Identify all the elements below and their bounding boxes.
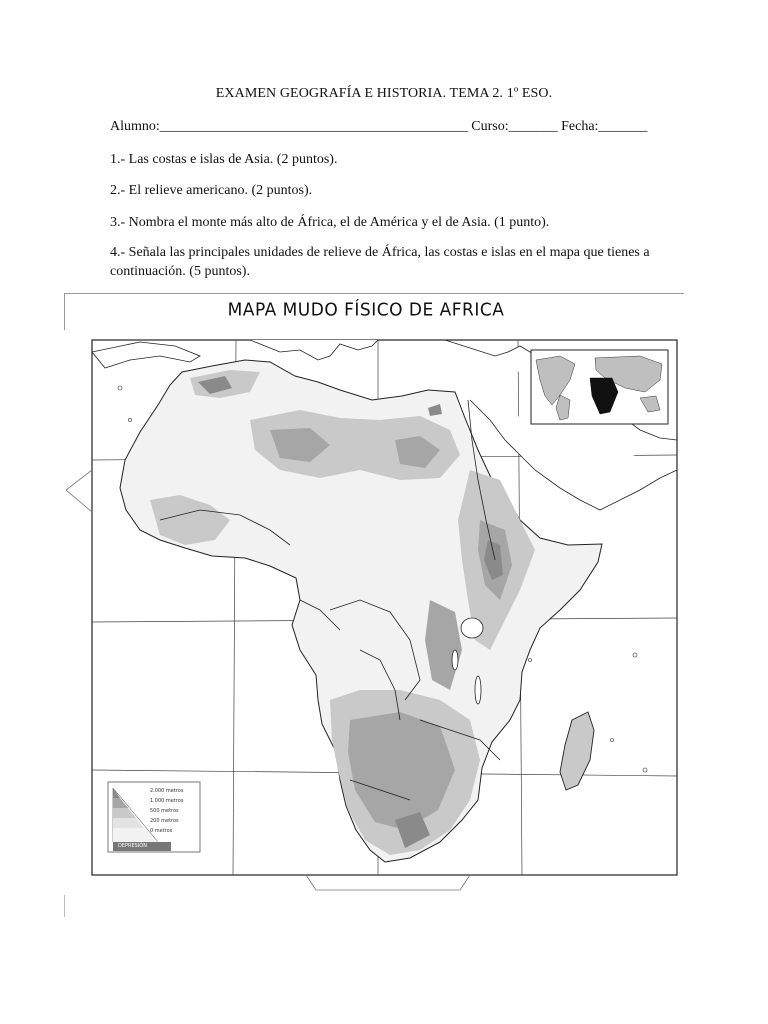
- question-3: 3.- Nombra el monte más alto de África, el de América y el de Asia. (1 punto).: [110, 215, 550, 230]
- exam-title: EXAMEN GEOGRAFÍA E HISTORIA. TEMA 2. 1º ESO.: [215, 86, 553, 101]
- map-bottom-notch: [306, 875, 470, 890]
- question-1: 1.- Las costas e islas de Asia. (2 puntos).: [110, 152, 338, 167]
- question-4: 4.- Señala las principales unidades de relieve de África, las costas e islas en el mapa que tienes a continuación. (5 puntos).: [110, 245, 650, 279]
- map-title: MAPA MUDO FÍSICO DE AFRICA: [227, 299, 505, 321]
- world-locator-inset: [531, 350, 668, 424]
- map-edge-notch: [66, 470, 92, 512]
- legend-item-200: 200 metros: [150, 818, 179, 824]
- question-2: 2.- El relieve americano. (2 puntos).: [110, 183, 313, 198]
- legend-item-500: 500 metros: [150, 808, 179, 814]
- legend-item-2000: 2.000 metros: [150, 788, 184, 794]
- legend-item-1000: 1.000 metros: [150, 798, 184, 804]
- student-info-line[interactable]: Alumno:____________________________________________ Curso:_______ Fecha:_______: [110, 119, 648, 134]
- legend-item-0: 0 metros: [150, 828, 173, 834]
- legend-depression-label: DEPRESIÓN: [118, 843, 147, 849]
